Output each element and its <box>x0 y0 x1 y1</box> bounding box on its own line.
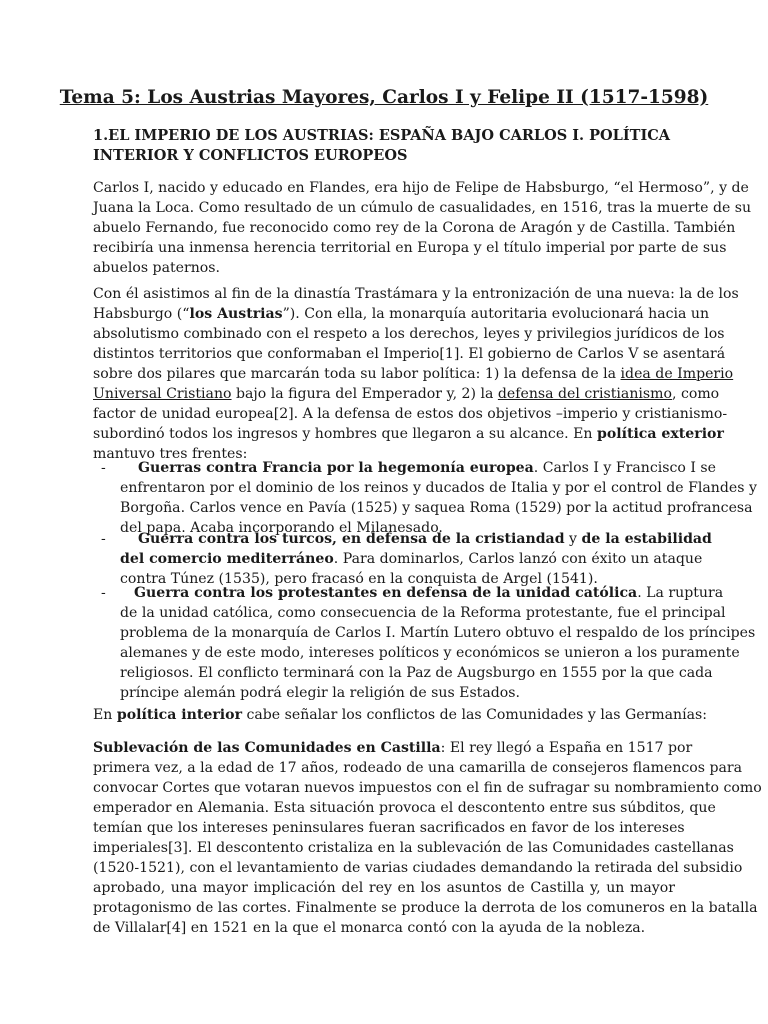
text-line: convocar Cortes que votaran nuevos impuestos con el fin de sufragar su nombramiento como <box>93 780 762 796</box>
underlined-term: idea de Imperio <box>620 366 734 382</box>
text-line: subordinó todos los ingresos y hombres que llegaron a su alcance. En política exterior <box>93 426 724 442</box>
bullet-dash: - <box>101 460 106 476</box>
document-title: Tema 5: Los Austrias Mayores, Carlos I y Felipe II (1517-1598) <box>59 87 709 108</box>
bold-term: Guerras contra Francia por la hegemonía europea <box>138 460 534 476</box>
text-line: Guerra contra los turcos, en defensa de la cristiandad y de la estabilidad <box>138 531 712 547</box>
text-line: recibiría una inmensa herencia territorial en Europa y el título imperial por parte de sus <box>93 240 727 256</box>
bold-term: los Austrias <box>189 306 283 322</box>
bold-term: política exterior <box>596 426 724 442</box>
bold-term: Guerra contra los turcos, en defensa de la cristiandad <box>138 531 565 547</box>
bold-term: Guerra contra los protestantes en defensa de la unidad católica <box>134 585 638 601</box>
text-line: Carlos I, nacido y educado en Flandes, era hijo de Felipe de Habsburgo, “el Hermoso”, y de <box>93 180 749 196</box>
text-line: del papa. Acaba incorporando el Milanesado. <box>120 520 443 536</box>
text-line: de Villalar[4] en 1521 en la que el monarca contó con la ayuda de la nobleza. <box>93 920 646 936</box>
bold-term: de la estabilidad <box>581 531 712 547</box>
text-line: (1520-1521), con el levantamiento de varias ciudades demandando la retirada del subsidio <box>93 860 743 876</box>
underlined-term: defensa del cristianismo <box>497 386 672 402</box>
text-line: enfrentaron por el dominio de los reinos y ducados de Italia y por el control de Flandes y <box>120 480 757 496</box>
text-line: Borgoña. Carlos vence en Pavía (1525) y saquea Roma (1529) por la actitud profrancesa <box>120 500 753 516</box>
bold-term: del comercio mediterráneo <box>120 551 334 567</box>
text-line: mantuvo tres frentes: <box>93 446 248 462</box>
text-line: alemanes y de este modo, intereses políticos y económicos se unieron a los puramente <box>120 645 740 661</box>
bold-term: política interior <box>116 707 242 723</box>
section-heading-line-1: 1.EL IMPERIO DE LOS AUSTRIAS: ESPAÑA BAJO CARLOS I. POLÍTICA <box>93 127 671 144</box>
underlined-term: Universal Cristiano <box>93 386 232 402</box>
text-line: Guerras contra Francia por la hegemonía europea. Carlos I y Francisco I se <box>138 460 716 476</box>
text-line: factor de unidad europea[2]. A la defensa de estos dos objetivos –imperio y cristianismo- <box>93 406 728 422</box>
text-line: Guerra contra los protestantes en defensa de la unidad católica. La ruptura <box>134 585 724 601</box>
text-line: Con él asistimos al fin de la dinastía Trastámara y la entronización de una nueva: la de los <box>93 286 739 302</box>
text-line: príncipe alemán podrá elegir la religión de sus Estados. <box>120 685 520 701</box>
text-line: Universal Cristiano bajo la figura del Emperador y, 2) la defensa del cristianismo, como <box>93 386 720 402</box>
bullet-dash: - <box>101 531 106 547</box>
text-line: Sublevación de las Comunidades en Castilla: El rey llegó a España en 1517 por <box>93 740 693 756</box>
text-line: imperiales[3]. El descontento cristaliza en la sublevación de las Comunidades castellanas <box>93 840 734 856</box>
text-line: temían que los intereses peninsulares fueran sacrificados en favor de los intereses <box>93 820 685 836</box>
paragraph-politica-interior: En política interior cabe señalar los conflictos de las Comunidades y las Germanías: <box>93 707 708 723</box>
text-line: Juana la Loca. Como resultado de un cúmulo de casualidades, en 1516, tras la muerte de su <box>93 200 752 216</box>
text-line: problema de la monarquía de Carlos I. Martín Lutero obtuvo el respaldo de los príncipes <box>120 625 756 641</box>
text-line: distintos territorios que conformaban el Imperio[1]. El gobierno de Carlos V se asentará <box>93 346 726 362</box>
bold-term: Sublevación de las Comunidades en Castilla <box>93 740 441 756</box>
text-line: contra Túnez (1535), pero fracasó en la conquista de Argel (1541). <box>120 571 598 587</box>
text-line: protagonismo de las cortes. Finalmente se produce la derrota de los comuneros en la batalla <box>93 900 758 916</box>
text-line: emperador en Alemania. Esta situación provoca el descontento entre sus súbditos, que <box>93 800 716 816</box>
text-line: de la unidad católica, como consecuencia de la Reforma protestante, fue el principal <box>120 605 726 621</box>
text-line: abuelo Fernando, fue reconocido como rey de la Corona de Aragón y de Castilla. También <box>93 220 736 236</box>
text-line: del comercio mediterráneo. Para dominarlos, Carlos lanzó con éxito un ataque <box>120 551 703 567</box>
text-line: absolutismo combinado con el respeto a los derechos, leyes y privilegios jurídicos de los <box>93 326 725 342</box>
text-line: aprobado, una mayor implicación del rey en los asuntos de Castilla y, un mayor <box>93 880 675 896</box>
bullet-dash: - <box>101 585 106 601</box>
text-line: primera vez, a la edad de 17 años, rodeado de una camarilla de consejeros flamencos para <box>93 760 743 776</box>
text-line: religiosos. El conflicto terminará con la Paz de Augsburgo en 1555 por la que cada <box>120 665 713 681</box>
text-line: abuelos paternos. <box>93 260 220 276</box>
text-line: Habsburgo (“los Austrias”). Con ella, la monarquía autoritaria evolucionará hacia un <box>93 306 710 322</box>
text-line: sobre dos pilares que marcarán toda su labor política: 1) la defensa de la idea de Imperio <box>93 366 734 382</box>
section-heading-line-2: INTERIOR Y CONFLICTOS EUROPEOS <box>93 147 408 164</box>
